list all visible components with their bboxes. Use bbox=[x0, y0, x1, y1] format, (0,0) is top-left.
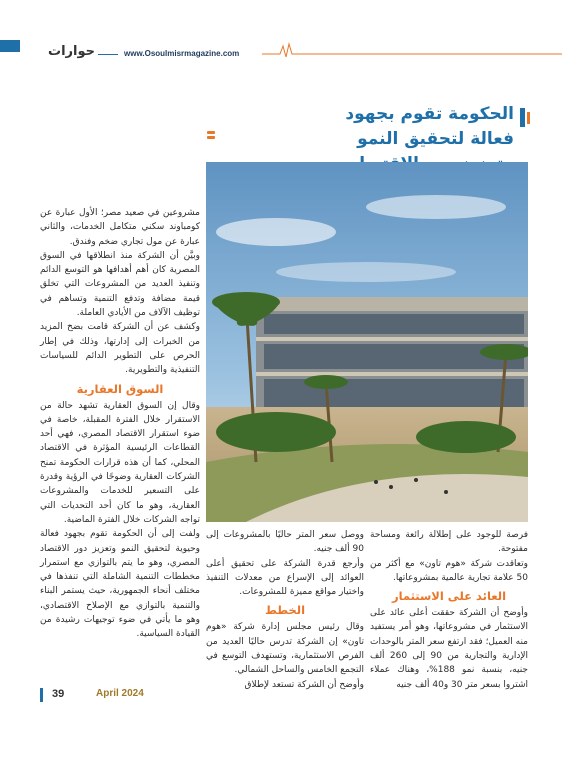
title-accent-bar-orange bbox=[527, 112, 530, 124]
article-column-middle bbox=[206, 528, 364, 692]
article-photo bbox=[206, 162, 528, 522]
issue-date: April 2024 bbox=[96, 688, 144, 699]
paragraph: ووصل سعر المتر حاليًا بالمشروعات إلى 90 ألف جنيه. bbox=[206, 530, 364, 555]
paragraph: مشروعين في صعيد مصر؛ الأول عبارة عن كومباوند سكني متكامل الخدمات، والثاني عبارة عن مول تجاري ضخم وفندق. bbox=[40, 208, 200, 247]
paragraph: فرصة للوجود على إطلالة رائعة ومساحة مفتوحة. bbox=[370, 530, 528, 555]
paragraph: وأوضح أن الشركة حققت أعلى عائد على الاستثمار في مشروعاتها، وهو أمر يستفيد منه العميل؛ فقد ارتفع سعر المتر بالوحدات الإدارية والتجارية من 90 إلى 260 ألف جنيه، بنسبة نمو 188%، وهناك عملاء اشتروا بسعر متر 30 و40 ألف جنيه bbox=[370, 608, 529, 690]
quote-mark-icon bbox=[205, 130, 217, 142]
subheading-plans: الخطط bbox=[264, 603, 306, 618]
subheading-real-estate-market: السوق العقارية bbox=[76, 381, 164, 396]
section-tab-marker bbox=[0, 40, 20, 52]
footer-accent-bar bbox=[40, 688, 43, 702]
article-title: الحكومة تقوم بجهود فعالة لتحقيق النمو bbox=[345, 104, 514, 149]
page-number: 39 bbox=[52, 688, 65, 700]
paragraph: وأوضح أن الشركة تستعد لإطلاق bbox=[244, 679, 364, 690]
paragraph: وقال رئيس مجلس إدارة شركة «هوم تاون» إن الشركة تدرس حاليًا العديد من الفرص الاستثمارية، وتستهدف التوسع في التجمع الخامس والساحل الشمالي. bbox=[206, 622, 364, 676]
article-column-left bbox=[40, 206, 200, 642]
paragraph: وقال إن السوق العقارية تشهد حالة من الاستقرار خلال الفترة المقبلة، خاصة في ضوء استقرار الاقتصاد المصري، فهي أحد القطاعات الرئيسية المؤثرة في الاقتصاد المحلي، كما أن هذه قرارات الحكومة تمنح الشركات العقارية وضوحًا في الرؤية وقدرة على التسعير للخدمات والمشروعات العقارية، وهو ما كان أحد التحديات التي تواجه الشركات خلال الفترة الماضية. bbox=[40, 400, 200, 525]
pulse-line-decoration bbox=[262, 42, 562, 58]
paragraph: ولفت إلى أن الحكومة تقوم بجهود فعالة وحيوية لتحقيق النمو وتعزيز دور الاقتصاد المصري، وهو ما يتم بالتوازي مع استمرار مخططات التنمية الشاملة التي تنفذها في مختلف أنحاء الجمهورية، حيث يستمر البناء والتنمية بالتوازي مع الإصلاح الاقتصادي، وهو ما يأتي في ضوء توجيهات رشيدة من القيادة السياسية. bbox=[40, 529, 200, 640]
paragraph: وبيَّن أن الشركة منذ انطلاقها في السوق المصرية كان أهم أهدافها هو التوسع الدائم وتنفيذ العديد من المشروعات التي تخلق قيمة مضافة وتدفع التنمية وتساهم في توظيف الآلاف من الأيادي العاملة. bbox=[40, 250, 200, 319]
paragraph: وتعاقدت شركة «هوم تاون» مع أكثر من 50 علامة تجارية عالمية بمشروعاتها. bbox=[370, 558, 528, 583]
section-label: حوارات bbox=[48, 44, 95, 59]
header-divider bbox=[98, 54, 118, 55]
paragraph: وكشف عن أن الشركة قامت بضخ المزيد من الخبرات إلى إدارتها، وذلك في إطار الحرص على التطوير الدائم للسياسات التنفيذية والتطويرية. bbox=[40, 322, 200, 376]
title-accent-bar bbox=[520, 108, 525, 127]
site-url[interactable]: www.Osoulmisrmagazine.com bbox=[124, 49, 240, 58]
article-column-right bbox=[370, 528, 528, 692]
paragraph: وأرجع قدرة الشركة على تحقيق أعلى العوائد إلى الإسراع من معدلات التنفيذ واختيار مواقع مميزة للمشروعات. bbox=[206, 558, 364, 598]
subheading-return-on-investment: العائد على الاستثمار bbox=[391, 589, 507, 604]
